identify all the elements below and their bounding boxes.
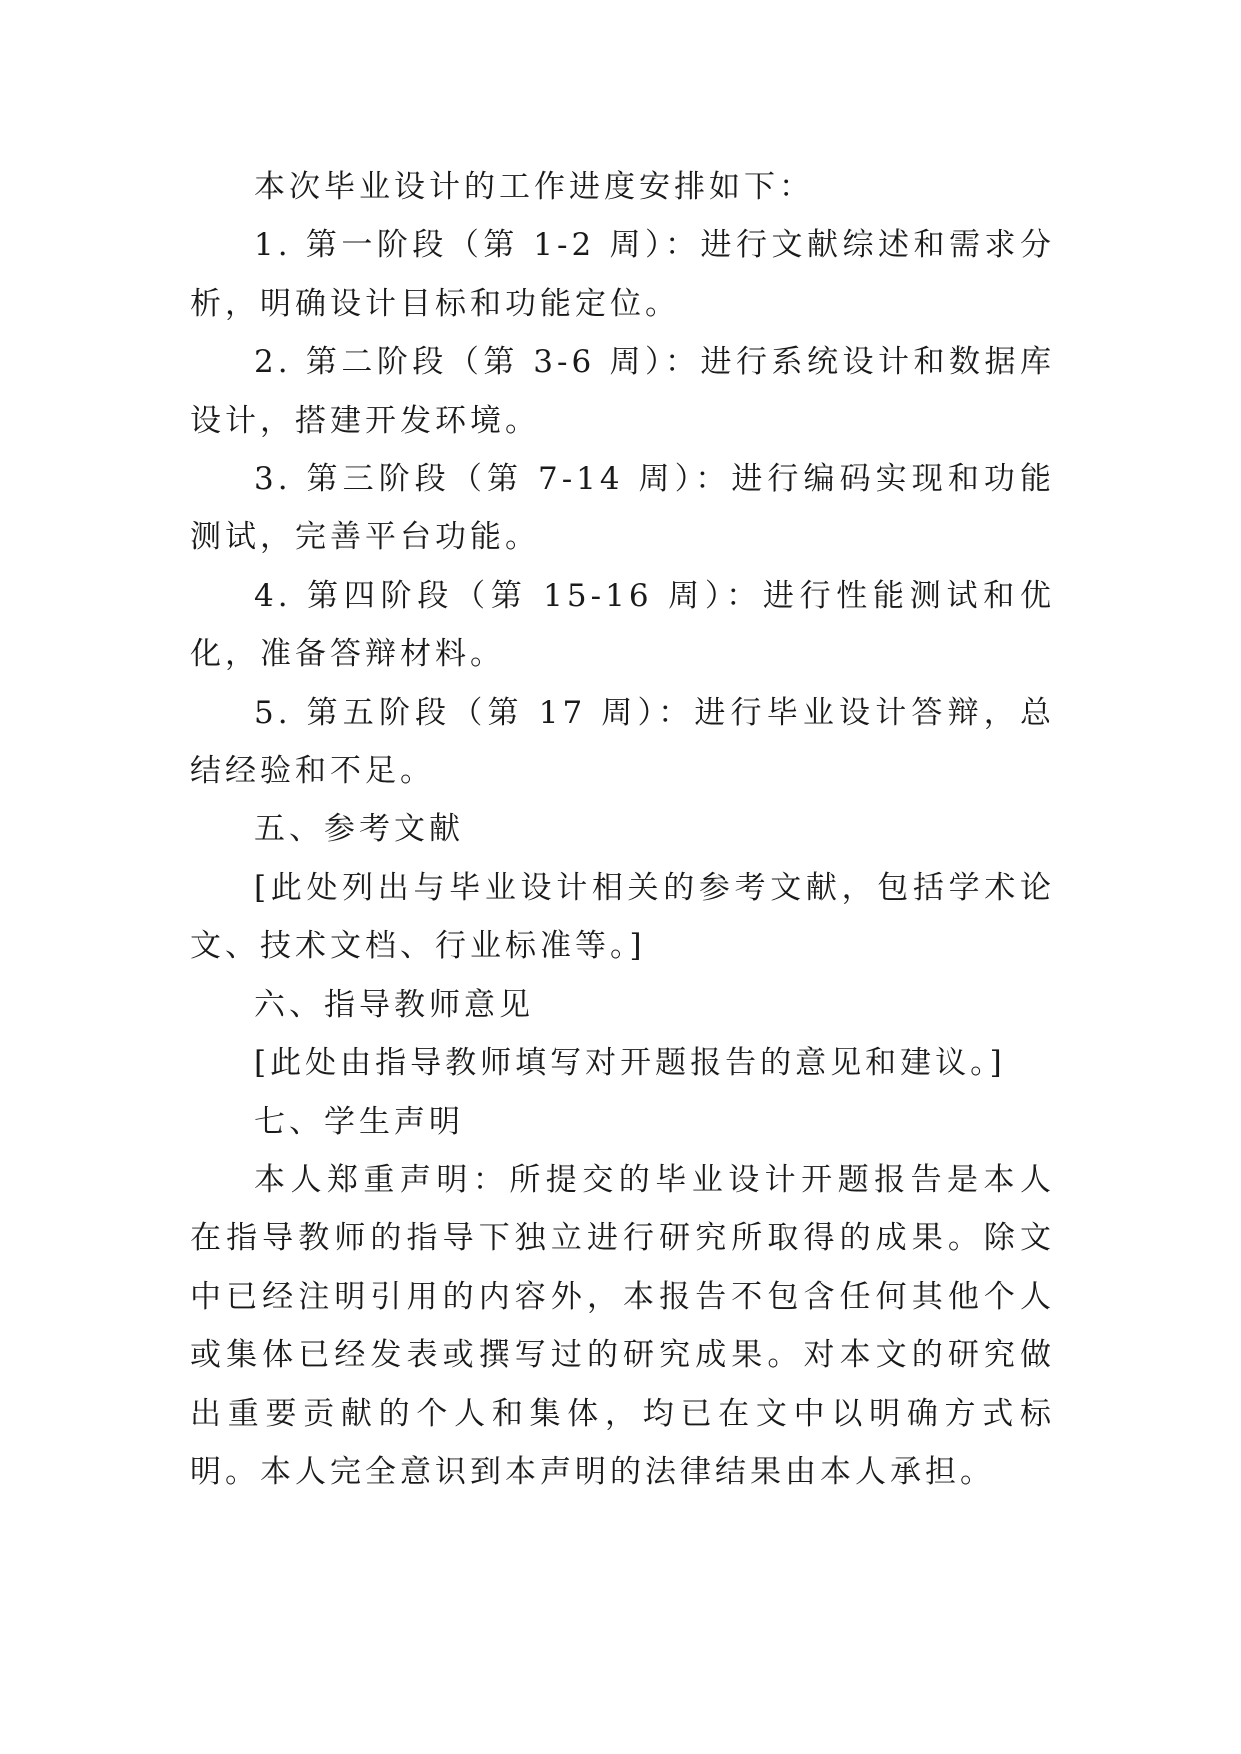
advisor-opinion-heading: 六、指导教师意见 xyxy=(254,986,534,1023)
student-declaration-text: 本人郑重声明：所提交的毕业设计开题报告是本人在指导教师的指导下独立进行研究所取得的成果。除文中已经注明引用的内容外，本报告不包含任何其他个人或集体已经发表或撰写过的研究成果。对本文的研究做出重要贡献的个人和集体，均已在文中以明确方式标明。本人完全意识到本声明的法律结果由本人承担。 xyxy=(190,1161,1055,1490)
references-heading: 五、参考文献 xyxy=(254,811,464,848)
schedule-item-2: 2. 第二阶段（第 3-6 周）：进行系统设计和数据库设计，搭建开发环境。 xyxy=(190,344,1055,439)
schedule-item-1: 1. 第一阶段（第 1-2 周）：进行文献综述和需求分析，明确设计目标和功能定位。 xyxy=(190,227,1055,322)
schedule-item-3: 3. 第三阶段（第 7-14 周）：进行编码实现和功能测试，完善平台功能。 xyxy=(190,461,1055,556)
schedule-intro: 本次毕业设计的工作进度安排如下： xyxy=(254,169,814,205)
references-placeholder: [此处列出与毕业设计相关的参考文献，包括学术论文、技术文档、行业标准等。] xyxy=(190,869,1055,965)
student-declaration-heading: 七、学生声明 xyxy=(254,1103,464,1140)
document-body xyxy=(190,158,1055,1501)
schedule-item-5: 5. 第五阶段（第 17 周）：进行毕业设计答辩，总结经验和不足。 xyxy=(190,694,1055,790)
schedule-item-4: 4. 第四阶段（第 15-16 周）：进行性能测试和优化，准备答辩材料。 xyxy=(190,577,1055,673)
advisor-opinion-placeholder: [此处由指导教师填写对开题报告的意见和建议。] xyxy=(254,1045,1006,1082)
